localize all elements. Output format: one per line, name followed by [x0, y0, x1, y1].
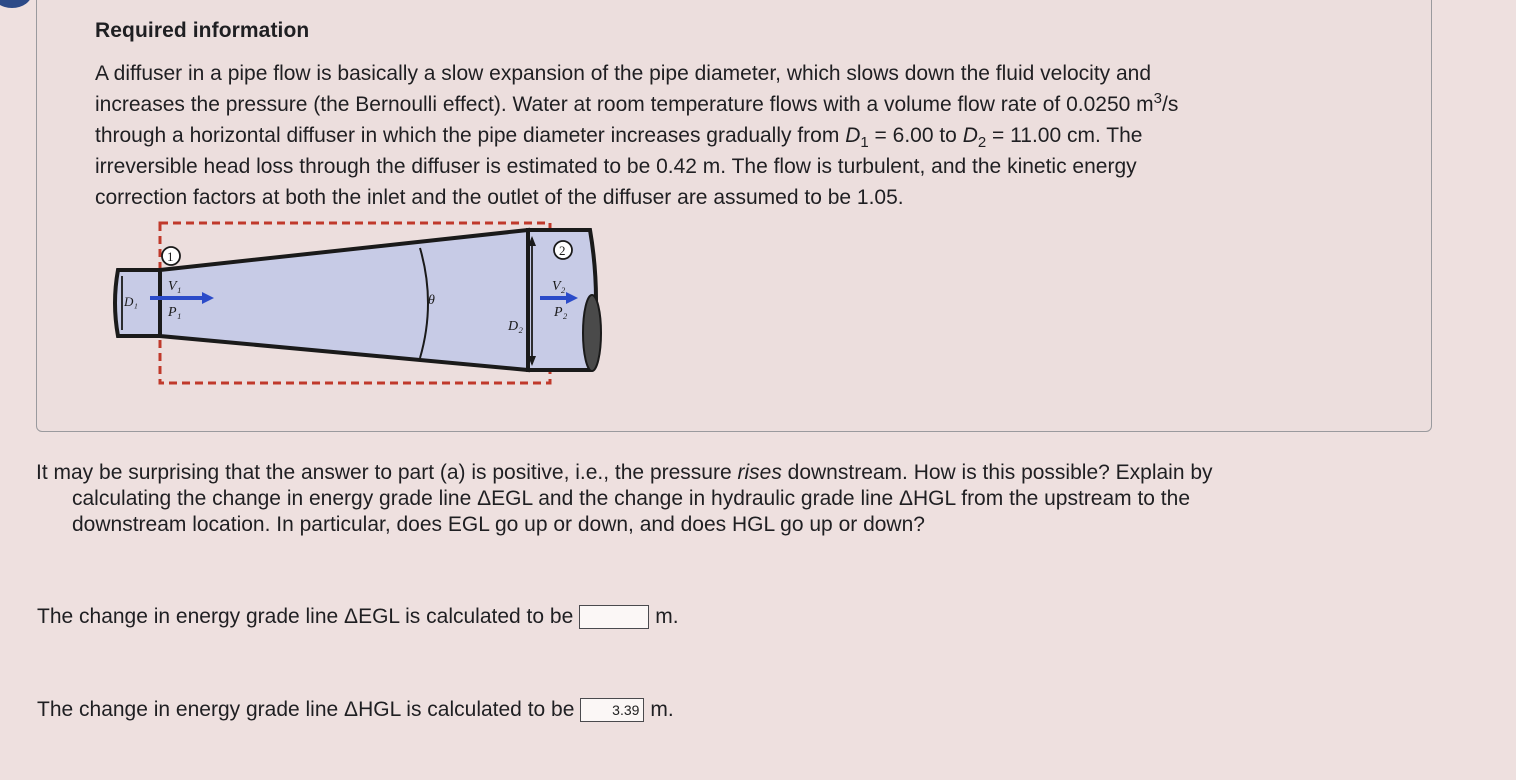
p2-label: P₂ — [554, 305, 568, 320]
problem-line-2: increases the pressure (the Bernoulli effect). Water at room temperature flows with a volume flow rate of 0.0250 $m^3/s$ — [95, 90, 1179, 116]
question-line-2: calculating the change in energy grade line ΔEGL and the change in hydraulic grade line ΔHGL from the upstream to the — [72, 487, 1191, 510]
hgl-input[interactable]: 3.39 — [580, 698, 644, 722]
v1-label: V₁ — [168, 279, 182, 294]
d2-label: D₂ — [508, 319, 523, 334]
problem-line-4: irreversible head loss through the diffuser is estimated to be 0.42 m. The flow is turbulent, and the kinetic energy — [95, 155, 1137, 178]
corner-badge — [0, 0, 32, 8]
diffuser-cone — [160, 230, 528, 370]
station-1-label: 1 — [167, 249, 174, 264]
problem-statement — [95, 58, 1355, 213]
problem-line-1: A diffuser in a pipe flow is basically a slow expansion of the pipe diameter, which slows down the fluid velocity and — [95, 62, 1152, 85]
question-line-1: It may be surprising that the answer to part (a) is positive, i.e., the pressure rises downstream. How is this possible? Explain by — [36, 461, 1213, 484]
egl-unit: m. — [655, 605, 679, 628]
d1-label: D₁ — [124, 294, 138, 309]
question-line-3: downstream location. In particular, does EGL go up or down, and does HGL go up or down? — [72, 513, 925, 536]
question-text — [36, 460, 1356, 538]
problem-line-3: through a horizontal diffuser in which the pipe diameter increases gradually from $D_1 = 6.00$ to $D_2 = 11.00$ cm. The — [95, 124, 1143, 152]
outlet-pipe-end — [583, 295, 601, 371]
egl-input[interactable] — [579, 605, 649, 629]
problem-line-5: correction factors at both the inlet and the outlet of the diffuser are assumed to be 1.05. — [95, 186, 904, 209]
station-2-label: 2 — [559, 243, 566, 258]
p1-label: P₁ — [168, 305, 182, 320]
theta-label: θ — [428, 293, 435, 308]
section-title: Required information — [95, 19, 310, 42]
hgl-label: The change in energy grade line ΔHGL is calculated to be — [37, 698, 575, 721]
egl-answer-row — [37, 605, 679, 629]
hgl-answer-row — [37, 698, 674, 722]
diffuser-diagram — [108, 218, 608, 388]
v2-label: V₂ — [552, 279, 566, 294]
egl-label: The change in energy grade line ΔEGL is calculated to be — [37, 605, 574, 628]
hgl-unit: m. — [650, 698, 674, 721]
